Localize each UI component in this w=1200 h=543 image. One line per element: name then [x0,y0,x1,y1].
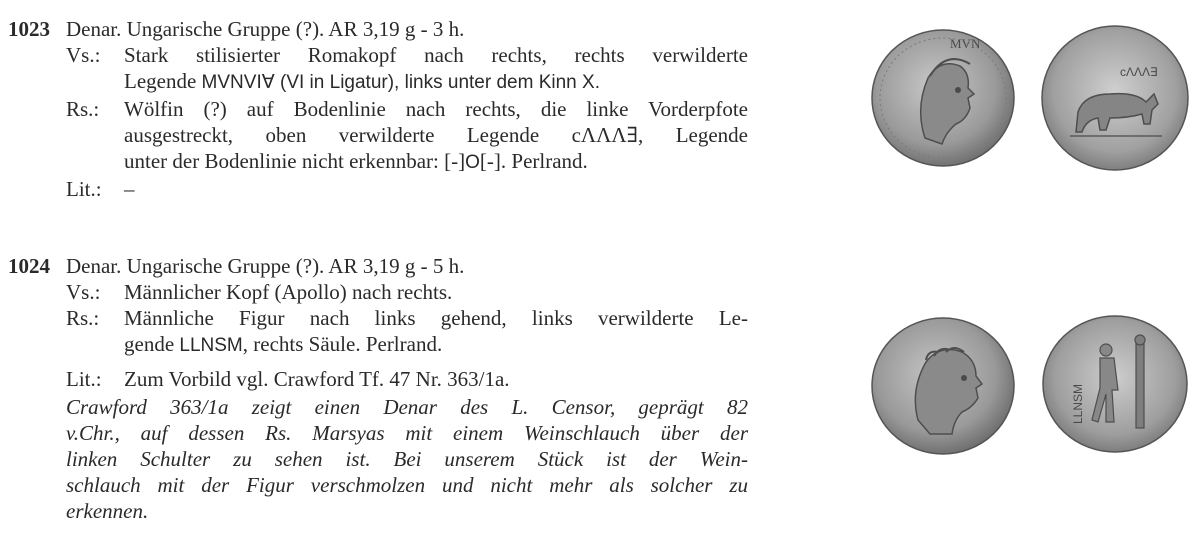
obverse-row [8,42,748,96]
entry-heading [8,253,748,279]
obverse-label: Vs.: [66,43,101,67]
entry-heading [8,16,748,42]
reverse-description [124,305,748,359]
catalog-entry-1024 [8,253,748,524]
coin-1023-reverse-image [1040,24,1190,172]
note-line: v.Chr., auf dessen Rs. Marsyas mit einem Weinschlauch über der [66,421,748,445]
coin-1024-obverse-image [870,316,1016,456]
reverse-line-3 [124,148,748,176]
obverse-line-2 [124,68,748,96]
literature-row [8,176,748,202]
reverse-line-3-text: unter der Bodenlinie nicht erkennbar: [-] [124,149,466,173]
reverse-description [124,96,748,176]
obverse-label: Vs.: [66,280,101,304]
literature-label: Lit.: [66,367,102,391]
note-line: linken Schulter zu sehen ist. Bei unserem Stück ist der Wein- [66,447,748,471]
reverse-line-1: Wölfin (?) auf Bodenlinie nach rechts, die linke Vorderpfote [124,97,748,121]
reverse-line-2-text: gende [124,332,180,356]
reverse-row [8,96,748,176]
reverse-legend: LLNSM [179,335,243,356]
obverse-legend: MVNVI∀ (VI in Ligatur), links unter dem Kinn X. [201,72,600,93]
reverse-line-2 [124,331,748,359]
coin-legend: MVN [950,36,981,51]
entry-number: 1023 [8,17,50,41]
reverse-label: Rs.: [66,306,100,330]
reverse-line-2: ausgestreckt, oben verwilderte Legende cΛΛΛ∃, Legende [124,123,748,147]
reverse-line-2-end: , rechts Säule. Perlrand. [242,332,443,356]
reverse-label: Rs.: [66,97,100,121]
literature-text: – [124,177,135,201]
note-line: schlauch mit der Figur verschmolzen und nicht mehr als solcher zu [66,473,748,497]
literature-row [8,366,748,392]
reverse-row [8,305,748,359]
literature-text: Zum Vorbild vgl. Crawford Tf. 47 Nr. 363/1a. [124,367,510,391]
coin-1024-reverse-image [1040,314,1190,454]
note-line: Crawford 363/1a zeigt einen Denar des L. Censor, geprägt 82 [66,395,748,419]
entry-title: Denar. Ungarische Gruppe (?). AR 3,19 g - 3 h. [66,17,465,41]
coin-legend: cΛΛΛ∃ [1120,65,1158,79]
obverse-description: Männlicher Kopf (Apollo) nach rechts. [124,280,453,304]
obverse-line-2-text: Legende [124,69,202,93]
reverse-line-1: Männliche Figur nach links gehend, links verwilderte Le- [124,306,748,330]
entry-title: Denar. Ungarische Gruppe (?). AR 3,19 g - 5 h. [66,254,465,278]
coin-legend: LLNSM [1071,383,1085,424]
literature-label: Lit.: [66,177,102,201]
obverse-description [124,42,748,96]
reverse-line-3-end: [-]. Perlrand. [479,149,588,173]
coin-1023-obverse-image [870,28,1016,168]
obverse-line-1: Stark stilisierter Romakopf nach rechts, rechts verwilderte [124,43,748,67]
catalog-entry-1023 [8,16,748,202]
entry-number: 1024 [8,254,50,278]
commentary-note [8,394,748,524]
reverse-legend-letter: O [465,152,480,173]
note-line: erkennen. [66,499,149,523]
obverse-row [8,279,748,305]
